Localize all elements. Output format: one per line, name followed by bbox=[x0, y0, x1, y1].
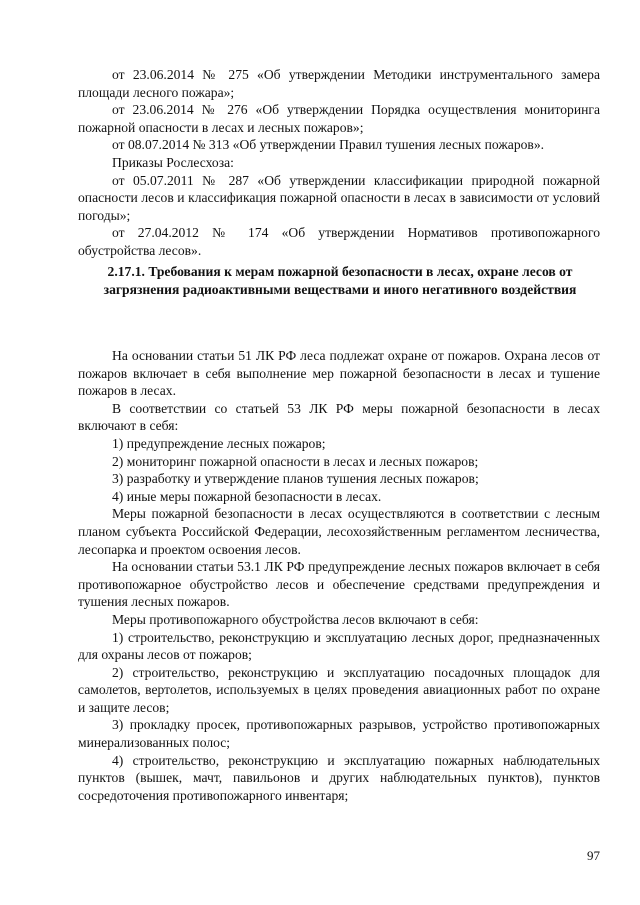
order-item: от 27.04.2012 № 174 «Об утверждении Нормативов противопожарного обустройства лесов». bbox=[78, 225, 600, 258]
list-item: 2) строительство, реконструкцию и эксплуатацию посадочных площадок для самолетов, вертолетов, используемых в целях проведения авиационных работ по охране и защите лесов; bbox=[78, 664, 600, 715]
order-item: от 05.07.2011 № 287 «Об утверждении классификации природной пожарной опасности лесов и классификация пожарной опасности в лесах в зависимости от условий погоды»; bbox=[78, 172, 600, 223]
order-item: от 23.06.2014 № 275 «Об утверждении Методики инструментального замера площади лесного пожара»; bbox=[78, 67, 600, 100]
orders-subheading: Приказы Рослесхоза: bbox=[112, 154, 234, 170]
page-number: 97 bbox=[587, 848, 600, 863]
orders-list bbox=[78, 66, 600, 260]
body-paragraph: На основании статьи 51 ЛК РФ леса подлежат охране от пожаров. Охрана лесов от пожаров включает в себя выполнение мер пожарной безопасности в лесах и тушение пожаров в лесах. bbox=[78, 348, 600, 399]
list-item: 1) строительство, реконструкцию и эксплуатацию лесных дорог, предназначенных для охраны лесов от пожаров; bbox=[78, 629, 600, 663]
list-item: 1) предупреждение лесных пожаров; bbox=[112, 435, 326, 451]
body-paragraph: Меры противопожарного обустройства лесов включают в себя: bbox=[112, 611, 479, 627]
list-item: 2) мониторинг пожарной опасности в лесах и лесных пожаров; bbox=[112, 453, 479, 469]
list-item: 4) строительство, реконструкцию и эксплуатацию пожарных наблюдательных пунктов (вышек, мачт, павильонов и других наблюдательных пунктов), пунктов сосредоточения противопожарного инвентаря; bbox=[78, 752, 600, 803]
body-paragraph: Меры пожарной безопасности в лесах осуществляются в соответствии с лесным планом субъекта Российской Федерации, лесохозяйственным регламентом лесничества, лесопарка и проектом освоения лесов. bbox=[78, 506, 600, 557]
body-paragraph: В соответствии со статьей 53 ЛК РФ меры пожарной безопасности в лесах включают в себя: bbox=[78, 400, 600, 434]
order-item: от 08.07.2014 № 313 «Об утверждении Правил тушения лесных пожаров». bbox=[112, 137, 545, 153]
section-heading: 2.17.1. Требования к мерам пожарной безопасности в лесах, охране лесов от загрязнения радиоактивными веществами и иного негативного воздействия bbox=[103, 264, 577, 297]
list-item: 4) иные меры пожарной безопасности в лесах. bbox=[112, 488, 382, 504]
section-body bbox=[78, 347, 600, 804]
list-item: 3) разработку и утверждение планов тушения лесных пожаров; bbox=[112, 471, 479, 487]
order-item: от 23.06.2014 № 276 «Об утверждении Порядка осуществления мониторинга пожарной опасности в лесах и лесных пожаров»; bbox=[78, 102, 600, 135]
body-paragraph: На основании статьи 53.1 ЛК РФ предупреждение лесных пожаров включает в себя противопожарное обустройство лесов и обеспечение средствами предупреждения и тушения лесных пожаров. bbox=[78, 559, 600, 610]
list-item: 3) прокладку просек, противопожарных разрывов, устройство противопожарных минерализованных полос; bbox=[78, 717, 600, 751]
